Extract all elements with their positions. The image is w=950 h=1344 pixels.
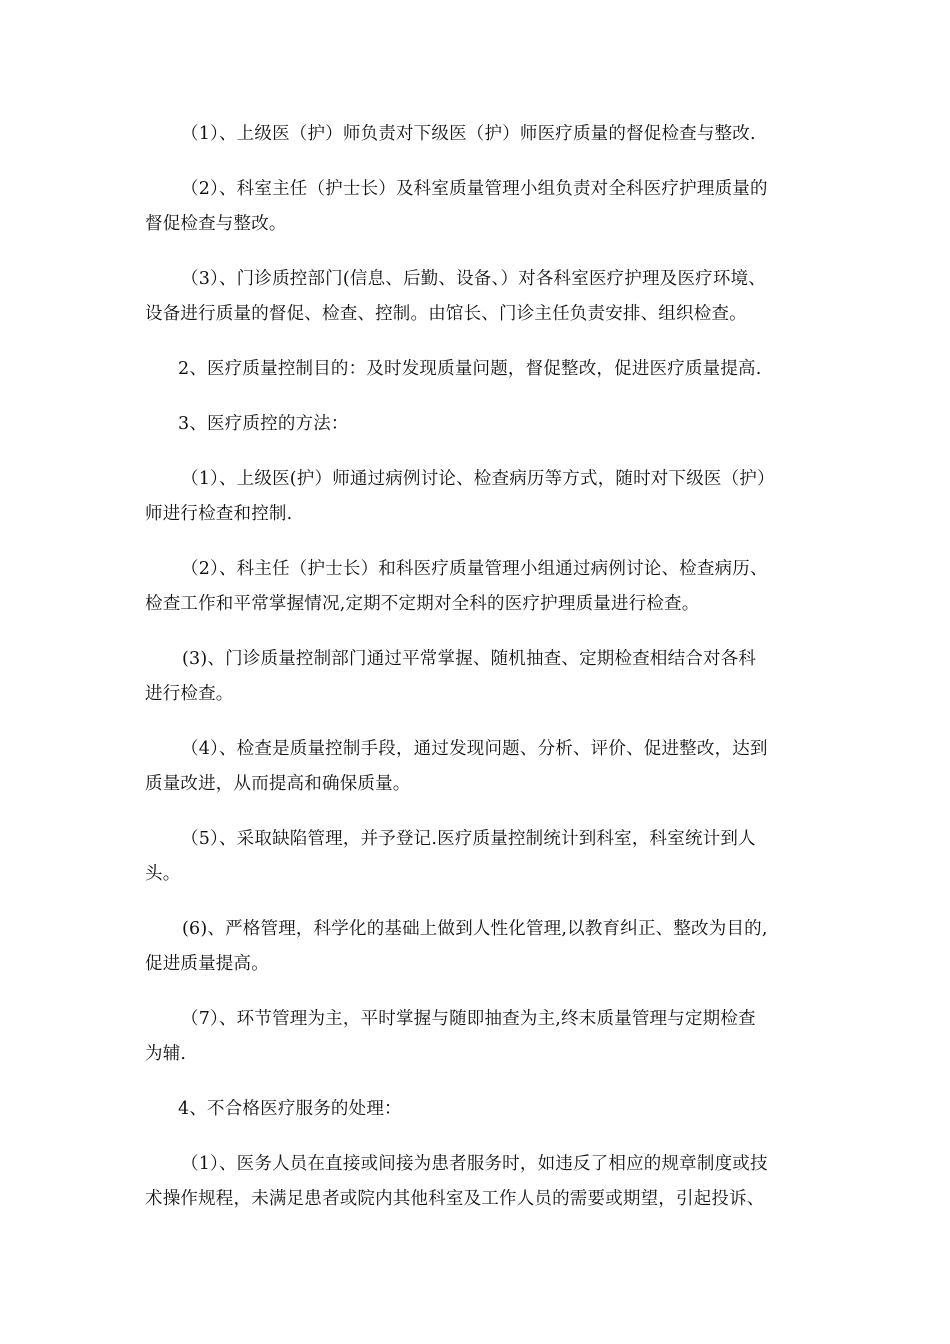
paragraph-line: 术操作规程，未满足患者或院内其他科室及工作人员的需要或期望，引起投诉、 xyxy=(145,1189,765,1209)
paragraph-line: 督促检查与整改。 xyxy=(145,214,287,234)
paragraph-line: （5）、采取缺陷管理，并予登记.医疗质量控制统计到科室，科室统计到人 xyxy=(181,829,756,849)
paragraph-line: 4、不合格医疗服务的处理： xyxy=(178,1099,402,1119)
paragraph-3-6 xyxy=(145,912,813,982)
paragraph-line: 检查工作和平常掌握情况,定期不定期对全科的医疗护理质量进行检查。 xyxy=(145,594,700,614)
paragraph-1-1 xyxy=(145,117,813,152)
paragraph-line: 为辅. xyxy=(145,1044,187,1064)
paragraph-1-2 xyxy=(145,172,813,242)
paragraph-line: （2）、科室主任（护士长）及科室质量管理小组负责对全科医疗护理质量的 xyxy=(181,179,768,199)
paragraph-line: 设备进行质量的督促、检查、控制。由馆长、门诊主任负责安排、组织检查。 xyxy=(145,304,747,324)
paragraph-3-4 xyxy=(145,732,813,802)
paragraph-3-3 xyxy=(145,642,813,712)
paragraph-1-3 xyxy=(145,262,813,332)
paragraph-line: （2）、科主任（护士长）和科医疗质量管理小组通过病例讨论、检查病历、 xyxy=(181,559,768,579)
paragraph-3-1 xyxy=(145,462,813,532)
paragraph-line: 质量改进，从而提高和确保质量。 xyxy=(145,774,411,794)
paragraph-line: 进行检查。 xyxy=(145,684,234,704)
paragraph-line: 2、医疗质量控制目的：及时发现质量问题，督促整改，促进医疗质量提高. xyxy=(178,359,762,379)
paragraph-line: （1）、医务人员在直接或间接为患者服务时，如违反了相应的规章制度或技 xyxy=(181,1154,768,1174)
paragraph-line: （1）、上级医(护）师通过病例讨论、检查病历等方式，随时对下级医（护） xyxy=(181,469,775,489)
paragraph-line: (6)、严格管理，科学化的基础上做到人性化管理,以教育纠正、整改为目的, xyxy=(182,919,768,939)
paragraph-3-7 xyxy=(145,1002,813,1072)
paragraph-3-5 xyxy=(145,822,813,892)
paragraph-3-2 xyxy=(145,552,813,622)
paragraph-line: (3)、门诊质量控制部门通过平常掌握、随机抽查、定期检查相结合对各科 xyxy=(182,649,757,669)
paragraph-line: （7）、环节管理为主，平时掌握与随即抽查为主,终末质量管理与定期检查 xyxy=(181,1009,756,1029)
section-4-heading xyxy=(145,1092,813,1127)
section-2-heading xyxy=(145,352,813,387)
paragraph-line: 促进质量提高。 xyxy=(145,954,269,974)
paragraph-line: （3）、门诊质控部门(信息、后勤、设备、）对各科室医疗护理及医疗环境、 xyxy=(181,269,766,289)
section-3-heading xyxy=(145,407,813,442)
paragraph-4-1 xyxy=(145,1147,813,1217)
paragraph-line: 师进行检查和控制. xyxy=(145,504,293,524)
paragraph-line: 头。 xyxy=(145,864,181,884)
paragraph-line: （4）、检查是质量控制手段，通过发现问题、分析、评价、促进整改，达到 xyxy=(181,739,768,759)
paragraph-line: （1）、上级医（护）师负责对下级医（护）师医疗质量的督促检查与整改. xyxy=(181,124,756,144)
paragraph-line: 3、医疗质控的方法： xyxy=(178,414,349,434)
